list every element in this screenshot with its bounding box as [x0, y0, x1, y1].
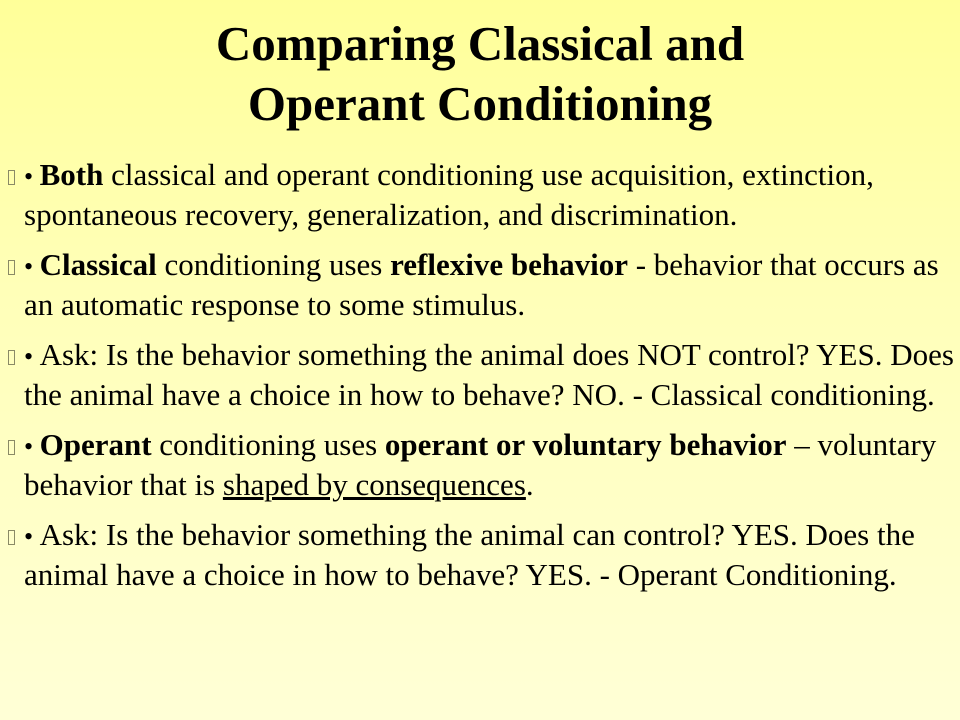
bullet-marker-icon	[8, 530, 15, 545]
bullet-text: – voluntary behavior that is	[24, 427, 937, 502]
bold-text: reflexive behavior	[390, 247, 628, 282]
underlined-text: shaped by consequences	[222, 467, 526, 502]
bullet-dot: •	[24, 432, 40, 461]
bullet-ask-classical	[0, 336, 960, 414]
bold-text: operant or voluntary behavior	[384, 427, 787, 462]
bullet-marker-icon	[8, 260, 15, 275]
title-line-1: Comparing Classical and	[215, 16, 745, 71]
bullet-marker-icon	[8, 440, 15, 455]
slide-title	[0, 14, 960, 134]
bold-text: Operant	[39, 427, 152, 462]
bullet-text: Ask: Is the behavior something the animal can control? YES. Does the animal have a choice in how to behave? YES. - Operant Conditioning.	[24, 517, 915, 592]
bullet-dot: •	[24, 252, 40, 281]
bullet-list	[0, 156, 960, 606]
bullet-dot: •	[24, 162, 40, 191]
bullet-both	[0, 156, 960, 234]
bullet-text: classical and operant conditioning use acquisition, extinction, spontaneous recovery, generalization, and discrimination.	[24, 157, 874, 232]
bullet-text: conditioning uses	[156, 247, 391, 282]
bold-text: Classical	[39, 247, 157, 282]
bullet-text: - behavior that occurs as an automatic response to some stimulus.	[24, 247, 939, 322]
bullet-text: Ask: Is the behavior something the animal does NOT control? YES. Does the animal have a choice in how to behave? NO. - Classical conditioning.	[24, 337, 954, 412]
bullet-marker-icon	[8, 170, 15, 185]
bullet-dot: •	[24, 342, 40, 371]
bullet-text: conditioning uses	[151, 427, 385, 462]
bullet-marker-icon	[8, 350, 15, 365]
bullet-classical	[0, 246, 960, 324]
bullet-text: .	[525, 467, 534, 502]
bullet-ask-operant	[0, 516, 960, 594]
bullet-dot: •	[24, 522, 40, 551]
bold-text: Both	[39, 157, 104, 192]
title-line-2: Operant Conditioning	[247, 76, 713, 131]
bullet-operant	[0, 426, 960, 504]
